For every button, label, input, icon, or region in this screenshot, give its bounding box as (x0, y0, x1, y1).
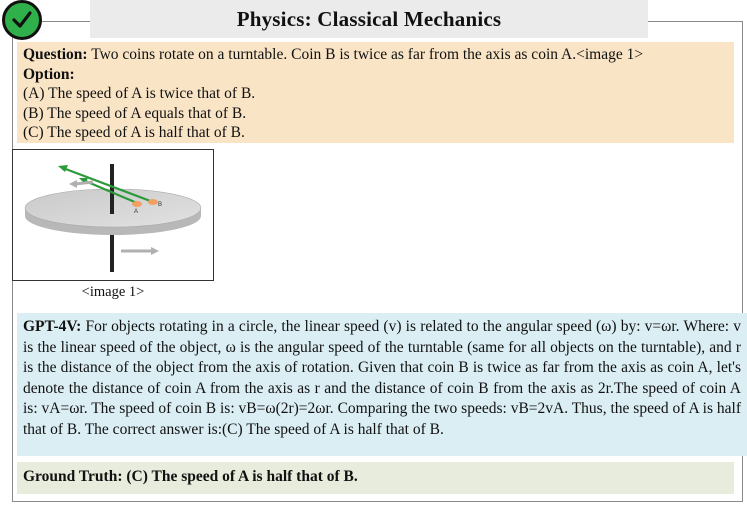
arrow-head-b (58, 165, 68, 172)
answer-text: For objects rotating in a circle, the linear speed (v) is related to the angular speed (ω) by: v=ωr. Where: v is the linear speed of the object, ω is the angular speed of the turntable (same for all objects on the turntable), and r is the distance of the object from the axis of rotation. Given that coin B is twice as far from the axis as coin A, let's denote the distance of coin A from the axis as r and the distance of coin B from the axis as 2r.The speed of coin A is: vA=ωr. The speed of coin B is: vB=ω(2r)=2ωr. Comparing the two speeds: vB=2vA. Thus, the speed of A is half that of B. The correct answer is:(C) The speed of A is half that of B. (23, 318, 741, 438)
check-circle-icon (2, 0, 42, 40)
motion-arrow-top (75, 182, 93, 184)
axle-upper (110, 164, 114, 214)
answer-paragraph (23, 317, 741, 440)
motion-arrowhead-bottom (151, 247, 159, 255)
answer-box (17, 313, 747, 456)
ground-truth-text: Ground Truth: (C) The speed of A is half that of B. (23, 468, 358, 485)
coin-label-a: A (134, 209, 139, 215)
coin-b (148, 199, 158, 205)
option-label: Option: (23, 65, 75, 83)
motion-arrowhead-top (69, 180, 77, 188)
page-title-text: Physics: Classical Mechanics (236, 6, 502, 31)
question-label: Question: (23, 46, 88, 63)
question-line (23, 45, 728, 65)
coin-a (132, 201, 142, 207)
turntable-illustration (13, 150, 213, 280)
option-b: (B) The speed of A equals that of B. (23, 104, 247, 122)
option-a: (A) The speed of A is twice that of B. (23, 85, 256, 102)
coin-label-b: B (158, 202, 163, 208)
question-text: Two coins rotate on a turntable. Coin B is twice as far from the axis as coin A.<image 1> (87, 46, 644, 63)
page-title (90, 0, 648, 38)
option-c: (C) The speed of A is half that of B. (23, 124, 245, 141)
answer-label: GPT-4V: (23, 318, 82, 335)
question-box (17, 42, 734, 143)
figure-caption: <image 1> (81, 284, 145, 300)
ground-truth-box (17, 462, 734, 494)
turntable-figure (12, 149, 214, 281)
